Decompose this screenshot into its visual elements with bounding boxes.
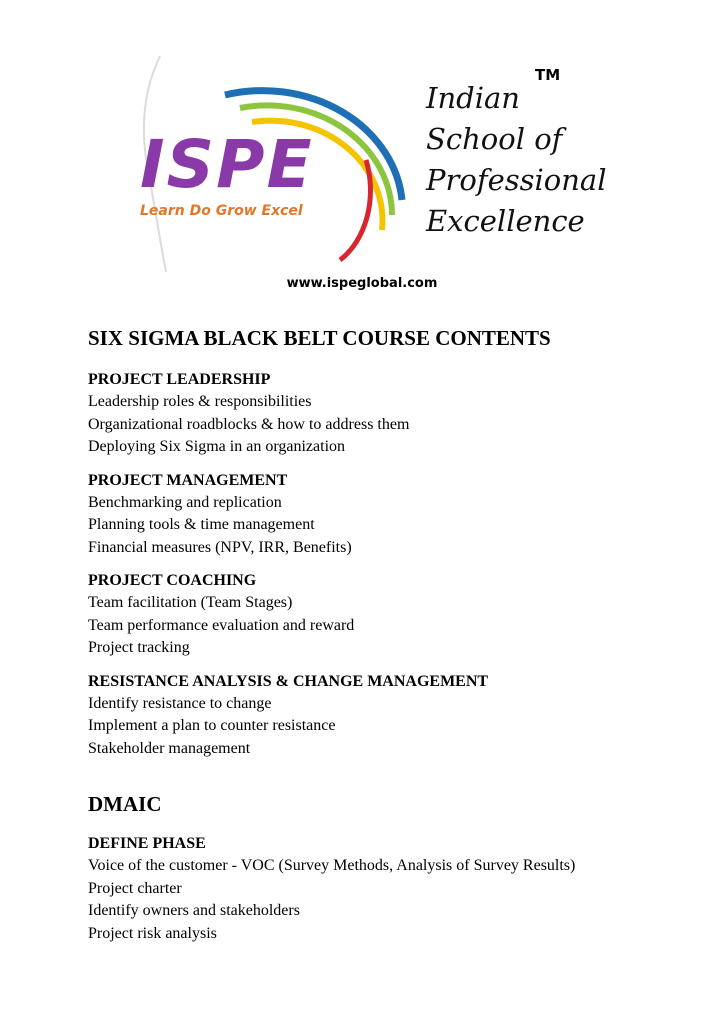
section-title: PROJECT COACHING [88,572,257,590]
list-item: Benchmarking and replication [88,493,282,511]
list-item: Identify resistance to change [88,694,272,712]
list-item: Organizational roadblocks & how to address them [88,415,410,433]
logo-name-line: Excellence [426,204,585,238]
logo-institute-name [426,78,606,242]
list-item: Team performance evaluation and reward [88,616,355,634]
list-item: Project tracking [88,639,190,657]
section-resistance-analysis [88,671,708,761]
list-item: Project risk analysis [88,924,217,942]
list-item: Financial measures (NPV, IRR, Benefits) [88,538,352,556]
website-link[interactable]: www.ispeglobal.com [286,276,438,291]
section-define-phase [88,833,708,945]
course-contents [88,326,708,956]
list-item: Stakeholder management [88,739,251,757]
section-title: PROJECT LEADERSHIP [88,371,271,389]
section-title: RESISTANCE ANALYSIS & CHANGE MANAGEMENT [88,672,489,690]
ispe-logo [130,50,607,280]
logo-tagline: Learn Do Grow Excel [140,203,303,219]
section-project-management [88,470,708,560]
trademark-mark: TM [535,66,561,84]
section-project-leadership [88,369,708,459]
list-item: Voice of the customer - VOC (Survey Methods, Analysis of Survey Results) [88,857,576,875]
list-item: Planning tools & time management [88,516,315,534]
dmaic-heading: DMAIC [88,792,162,817]
list-item: Project charter [88,879,182,897]
logo-name-line: School of [426,122,563,156]
page-title: SIX SIGMA BLACK BELT COURSE CONTENTS [88,326,551,350]
list-item: Leadership roles & responsibilities [88,393,312,411]
section-title: PROJECT MANAGEMENT [88,471,288,489]
section-title: DEFINE PHASE [88,835,206,853]
logo-name-line: Indian [426,81,520,115]
section-project-coaching [88,570,708,660]
list-item: Implement a plan to counter resistance [88,717,336,735]
list-item: Team facilitation (Team Stages) [88,594,293,612]
list-item: Deploying Six Sigma in an organization [88,438,346,456]
logo-acronym: ISPE [140,126,314,203]
list-item: Identify owners and stakeholders [88,902,300,920]
logo-name-line: Professional [426,163,607,197]
